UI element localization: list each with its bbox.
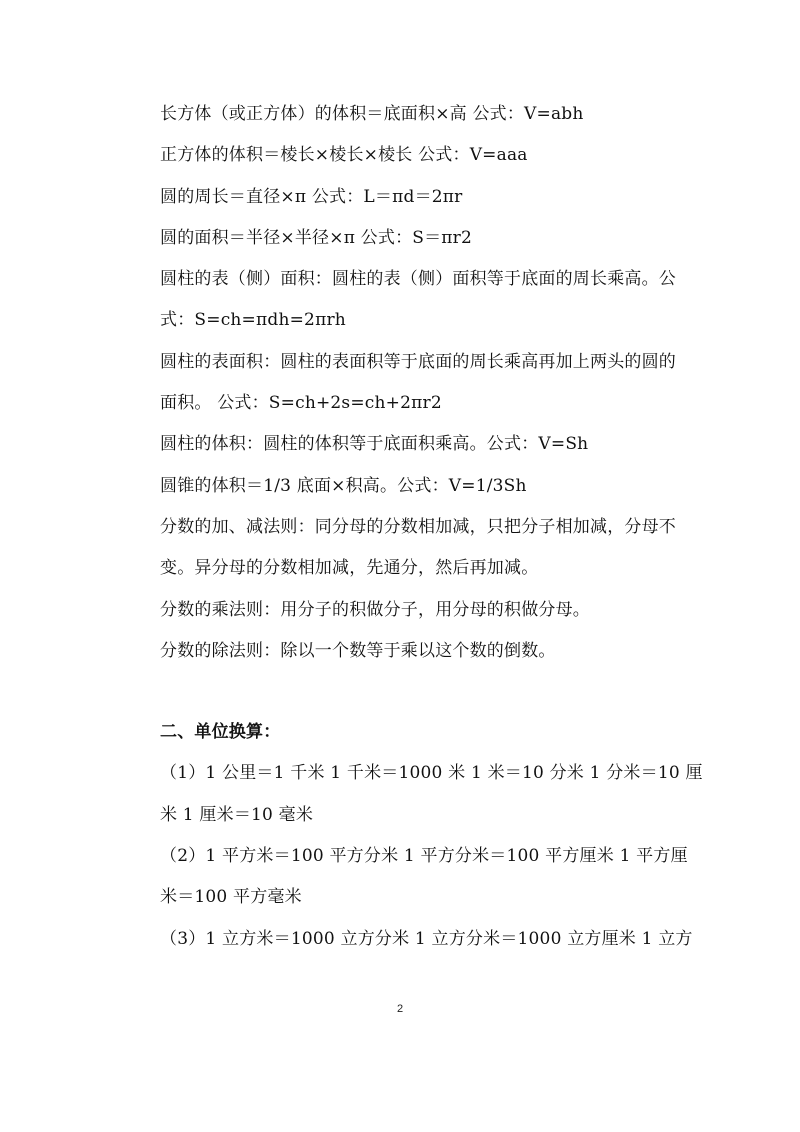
text-line: 圆柱的表（侧）面积：圆柱的表（侧）面积等于底面的周长乘高。公 [160, 269, 676, 290]
text-line: 变。异分母的分数相加减，先通分，然后再加减。 [160, 558, 539, 579]
text-line: 正方体的体积＝棱长×棱长×棱长 公式：V=aaa [160, 145, 528, 166]
section-heading: 二、单位换算： [160, 722, 281, 743]
page-content [160, 104, 703, 970]
text-line: 面积。 公式：S=ch+2s=ch+2πr2 [160, 393, 442, 414]
text-line: （3）1 立方米＝1000 立方分米 1 立方分米＝1000 立方厘米 1 立方 [160, 928, 693, 949]
text-line: 分数的加、减法则：同分母的分数相加减，只把分子相加减，分母不 [160, 516, 676, 537]
page-number: 2 [396, 1003, 404, 1015]
text-line: 长方体（或正方体）的体积＝底面积×高 公式：V=abh [160, 104, 584, 124]
text-line: 圆的面积＝半径×半径×π 公式：S＝πr2 [160, 227, 473, 248]
text-line: 分数的除法则：除以一个数等于乘以这个数的倒数。 [160, 640, 556, 661]
section-spacer [160, 682, 650, 722]
text-line: 米＝100 平方毫米 [160, 887, 302, 908]
text-line: 圆柱的体积：圆柱的体积等于底面积乘高。公式：V=Sh [160, 434, 589, 455]
text-line: 分数的乘法则：用分子的积做分子，用分母的积做分母。 [160, 599, 590, 620]
text-line: 圆锥的体积＝1/3 底面×积高。公式：V=1/3Sh [160, 475, 527, 496]
text-line: 米 1 厘米＝10 毫米 [160, 804, 314, 825]
text-line: 式：S=ch=πdh=2πrh [160, 310, 346, 331]
text-line: 圆的周长＝直径×π 公式：L＝πd＝2πr [160, 186, 463, 207]
text-line: （2）1 平方米＝100 平方分米 1 平方分米＝100 平方厘米 1 平方厘 [160, 846, 688, 867]
text-line: 圆柱的表面积：圆柱的表面积等于底面的周长乘高再加上两头的圆的 [160, 351, 676, 372]
text-line: （1）1 公里＝1 千米 1 千米＝1000 米 1 米＝10 分米 1 分米＝10 厘 [160, 763, 703, 784]
